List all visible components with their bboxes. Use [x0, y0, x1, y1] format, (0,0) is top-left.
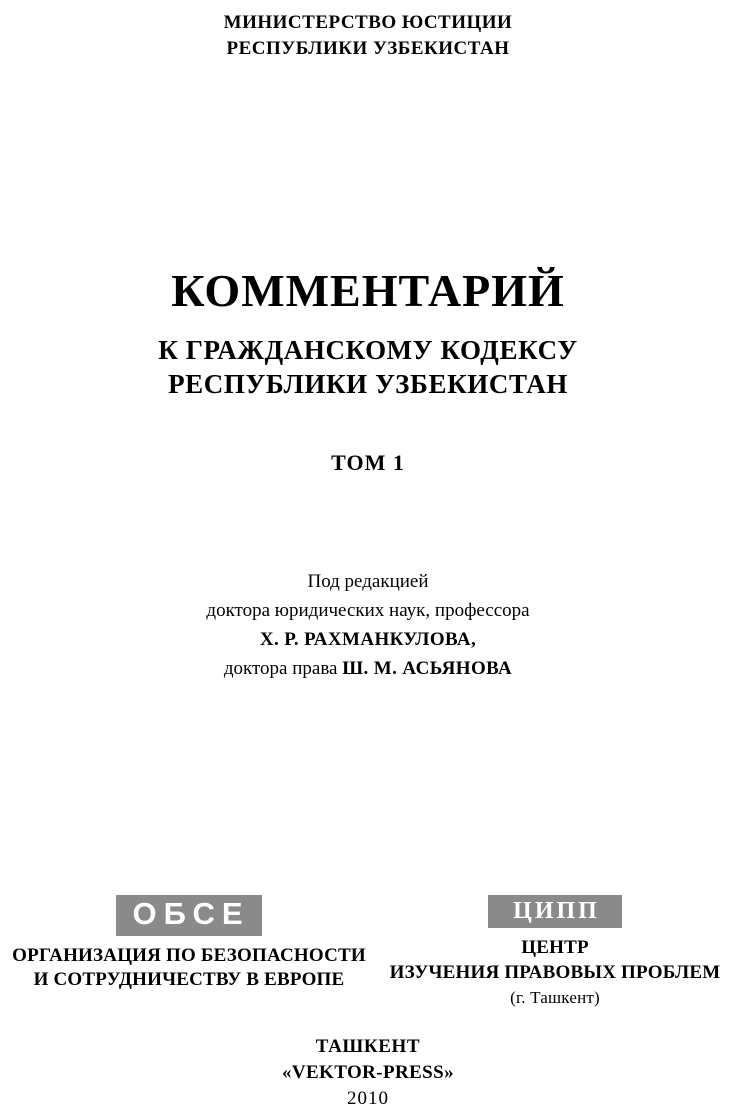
- title-block: [0, 266, 736, 402]
- cipp-name-line-2: ИЗУЧЕНИЯ ПРАВОВЫХ ПРОБЛЕМ: [389, 962, 721, 984]
- osce-logo-block: [6, 895, 372, 993]
- editor-secondary-prefix: доктора права: [223, 657, 343, 679]
- ministry-line-1: МИНИСТЕРСТВО ЮСТИЦИИ: [223, 12, 513, 33]
- imprint-publisher: «VEKTOR-PRESS»: [281, 1062, 455, 1084]
- editors-line-1: Под редакцией: [307, 570, 429, 592]
- page-subtitle: [0, 333, 736, 402]
- imprint-city: ТАШКЕНТ: [315, 1036, 421, 1057]
- ministry-line-2: РЕСПУБЛИКИ УЗБЕКИСТАН: [226, 37, 510, 59]
- cipp-location: (г. Ташкент): [510, 987, 600, 1007]
- imprint-year: 2010: [347, 1088, 389, 1110]
- cipp-logo-icon: ЦИПП: [488, 895, 622, 928]
- osce-name-line-1: ОРГАНИЗАЦИЯ ПО БЕЗОПАСНОСТИ: [12, 944, 366, 966]
- cipp-organization-name: [380, 936, 730, 1008]
- osce-organization-name: [6, 944, 372, 993]
- volume-label: ТОМ 1: [331, 449, 405, 475]
- editor-name-primary: Х. Р. РАХМАНКУЛОВА,: [259, 628, 477, 650]
- cipp-logo-block: [380, 895, 730, 1009]
- osce-name-line-2: И СОТРУДНИЧЕСТВУ В ЕВРОПЕ: [33, 969, 345, 991]
- editors-block: [0, 568, 736, 684]
- logos-row: [0, 895, 736, 1009]
- publisher-ministry-heading: [0, 10, 736, 61]
- osce-logo-icon: ОБСЕ: [116, 895, 261, 936]
- subtitle-line-1: К ГРАЖДАНСКОМУ КОДЕКСУ: [158, 334, 578, 365]
- editors-line-2: доктора юридических наук, профессора: [206, 599, 530, 621]
- editor-name-secondary-row: [0, 655, 736, 684]
- cipp-name-line-1: ЦЕНТР: [521, 937, 589, 959]
- book-title-page: [0, 10, 736, 1117]
- editor-name-secondary: Ш. М. АСЬЯНОВА: [342, 657, 513, 679]
- imprint-block: [0, 1034, 736, 1113]
- page-title: КОММЕНТАРИЙ: [171, 265, 565, 317]
- subtitle-line-2: РЕСПУБЛИКИ УЗБЕКИСТАН: [168, 369, 568, 400]
